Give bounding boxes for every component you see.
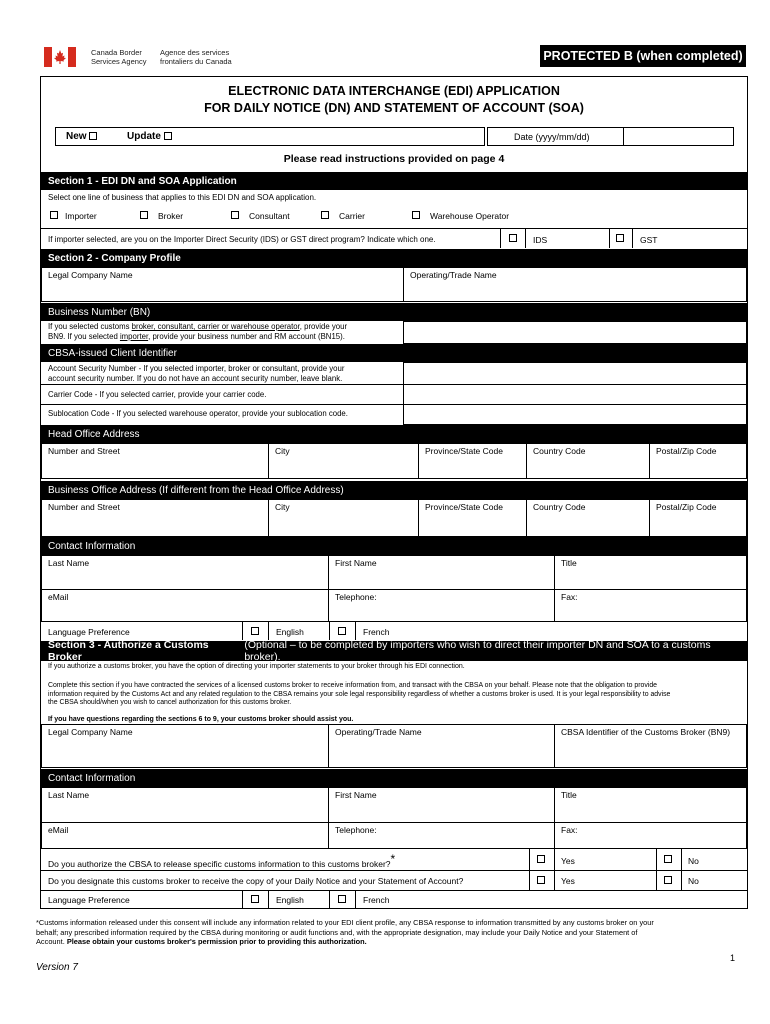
divider (268, 890, 269, 909)
postal-label: Postal/Zip Code (656, 502, 717, 512)
city-label: City (275, 446, 290, 456)
contact-title-field[interactable] (554, 555, 747, 590)
broker-email-label: eMail (48, 825, 69, 835)
designate-no-checkbox[interactable] (664, 876, 672, 884)
new-update-row (55, 127, 485, 146)
sublocation-code-input[interactable] (403, 404, 747, 425)
divider (500, 228, 501, 248)
english-label: English (276, 627, 304, 637)
english-checkbox[interactable] (251, 627, 259, 635)
section3-heading-rest: (Optional – to be completed by importers who wish to direct their importer DN and SOA to a customs broker). (244, 639, 711, 663)
section2-heading-text: Section 2 - Company Profile (48, 252, 181, 264)
account-security-input[interactable] (403, 362, 747, 385)
section3-paragraph (48, 682, 670, 708)
bn-text-underlined: importer (119, 331, 149, 341)
agency-name-fr (160, 48, 232, 66)
business-office-street-field[interactable] (41, 499, 269, 537)
french-checkbox[interactable] (338, 627, 346, 635)
head-office-heading (41, 425, 747, 443)
consultant-checkbox[interactable] (231, 211, 239, 219)
broker-contact-heading-text: Contact Information (48, 772, 136, 784)
account-security-line2: account security number. If you do not have an account security number, leave blank. (48, 373, 343, 383)
gst-label: GST (640, 235, 658, 245)
agency-name-en (91, 48, 146, 66)
contact-first-name-field[interactable] (328, 555, 555, 590)
operating-name-label: Operating/Trade Name (410, 270, 497, 280)
broker-fax-label: Fax: (561, 825, 578, 835)
authorize-yes-checkbox[interactable] (537, 855, 545, 863)
bn-instructions (48, 322, 347, 341)
head-office-street-field[interactable] (41, 443, 269, 479)
warehouse-operator-label: Warehouse Operator (430, 211, 510, 221)
country-label: Country Code (533, 502, 586, 512)
divider (355, 621, 356, 640)
last-name-label: Last Name (48, 558, 90, 568)
broker-email-field[interactable] (41, 822, 329, 849)
head-office-heading-text: Head Office Address (48, 428, 140, 440)
form-title-line1: ELECTRONIC DATA INTERCHANGE (EDI) APPLICATION (228, 84, 560, 98)
ids-label: IDS (533, 235, 548, 245)
bn-text-underlined: broker, consultant, carrier or warehouse operator (131, 322, 300, 331)
authorize-yes-label: Yes (561, 856, 575, 866)
broker-french-label: French (363, 895, 390, 905)
section3-heading (41, 641, 747, 661)
province-label: Province/State Code (425, 502, 503, 512)
head-office-province-field[interactable] (418, 443, 527, 479)
legal-company-name-label: Legal Company Name (48, 270, 133, 280)
head-office-postal-field[interactable] (649, 443, 747, 479)
broker-fax-field[interactable] (554, 822, 747, 849)
divider (268, 621, 269, 640)
bn-line1 (48, 322, 347, 332)
new-label: New (66, 131, 87, 142)
select-business-text: Select one line of business that applies to this EDI DN and SOA application. (48, 193, 317, 202)
street-label: Number and Street (48, 446, 120, 456)
agency-fr-line2: frontaliers du Canada (160, 57, 232, 66)
authorize-no-checkbox[interactable] (664, 855, 672, 863)
consultant-label: Consultant (249, 211, 290, 221)
email-label: eMail (48, 592, 69, 602)
bn-text: BN9. If you selected (48, 331, 120, 341)
broker-telephone-label: Telephone: (335, 825, 377, 835)
agency-en-line2: Services Agency (91, 57, 147, 66)
broker-english-label: English (276, 895, 304, 905)
section3-heading-bold: Section 3 - Authorize a Customs Broker (48, 639, 209, 663)
head-office-city-field[interactable] (268, 443, 419, 479)
bn-text: If you selected customs (48, 322, 132, 331)
carrier-checkbox[interactable] (321, 211, 329, 219)
street-label: Number and Street (48, 502, 120, 512)
page-number: 1 (730, 953, 736, 963)
legal-company-name-field[interactable] (41, 267, 404, 302)
importer-checkbox[interactable] (50, 211, 58, 219)
designate-yes-label: Yes (561, 876, 575, 886)
footnote-text: Account. (36, 937, 67, 946)
operating-name-field[interactable] (403, 267, 747, 302)
title-label: Title (561, 558, 577, 568)
read-instructions-note: Please read instructions provided on page 4 (283, 153, 505, 165)
footnote-bold: Please obtain your customs broker's permission prior to providing this authorization. (66, 937, 367, 946)
broker-title-field[interactable] (554, 787, 747, 823)
warehouse-operator-checkbox[interactable] (412, 211, 420, 219)
contact-telephone-field[interactable] (328, 589, 555, 622)
french-label: French (363, 627, 390, 637)
broker-contact-heading (41, 769, 747, 787)
divider (632, 228, 633, 248)
divider (242, 621, 243, 640)
version-label: Version 7 (36, 962, 78, 973)
divider (329, 890, 330, 909)
update-label: Update (127, 131, 161, 142)
broker-operating-name-label: Operating/Trade Name (335, 727, 422, 737)
divider (609, 228, 610, 248)
divider (41, 228, 747, 229)
divider (525, 228, 526, 248)
business-office-heading-text: Business Office Address (If different from the Head Office Address) (48, 484, 344, 496)
update-option[interactable] (127, 131, 172, 142)
contact-email-field[interactable] (41, 589, 329, 622)
broker-last-name-label: Last Name (48, 790, 90, 800)
carrier-code-text: Carrier Code - If you selected carrier, provide your carrier code. (48, 390, 267, 399)
divider (41, 870, 747, 871)
bn-text: , provide your (299, 322, 348, 331)
business-office-postal-field[interactable] (649, 499, 747, 537)
account-security-line1: Account Security Number - If you selected importer, broker or consultant, provide your (48, 364, 345, 373)
postal-label: Postal/Zip Code (656, 446, 717, 456)
new-checkbox[interactable] (89, 132, 97, 140)
account-security-text (48, 364, 344, 383)
broker-french-checkbox[interactable] (338, 895, 346, 903)
carrier-code-input[interactable] (403, 384, 747, 405)
head-office-country-field[interactable] (526, 443, 650, 479)
broker-legal-name-field[interactable] (41, 724, 329, 768)
designate-yes-checkbox[interactable] (537, 876, 545, 884)
broker-telephone-field[interactable] (328, 822, 555, 849)
contact-heading-text: Contact Information (48, 540, 136, 552)
bn-input[interactable] (403, 321, 747, 344)
section3-questions-note: If you have questions regarding the sections 6 to 9, your customs broker should assist you. (48, 716, 354, 723)
bn-line2 (48, 332, 347, 342)
section3-intro: If you authorize a customs broker, you have the option of directing your importer statements to your broker through his EDI connection. (48, 663, 465, 670)
bn-text: , provide your business number and RM account (BN15). (148, 331, 345, 341)
language-preference-label: Language Preference (48, 627, 130, 637)
footnote-line1: *Customs information released under this consent will include any information related to your EDI client profile, any CBSA response to information transmitted by any customs broker on your (36, 918, 654, 927)
date-input[interactable] (623, 127, 734, 146)
broker-cbsa-id-field[interactable] (554, 724, 747, 768)
divider (329, 621, 330, 640)
fax-label: Fax: (561, 592, 578, 602)
carrier-label: Carrier (339, 211, 365, 221)
gst-checkbox[interactable] (616, 234, 624, 242)
cbsa-client-heading-text: CBSA-issued Client Identifier (48, 347, 177, 359)
broker-operating-name-field[interactable] (328, 724, 555, 768)
cbsa-client-heading (41, 344, 747, 362)
section1-heading-text: Section 1 - EDI DN and SOA Application (48, 175, 237, 187)
section3-para-line1: Complete this section if you have contracted the services of a licensed customs broker to receive information from, and transact with the CBSA on your behalf. Please note that the obligation to provide (48, 682, 658, 689)
canada-flag-icon (44, 47, 76, 67)
update-checkbox[interactable] (164, 132, 172, 140)
province-label: Province/State Code (425, 446, 503, 456)
footnote-line2: behalf; any prescribed information required by the CBSA during monitoring or audit functions and, with the appropriate designation, may include your Daily Notice and your Statement of (36, 927, 638, 937)
ids-question: If importer selected, are you on the Importer Direct Security (IDS) or GST direct program? Indicate which one. (48, 235, 436, 244)
authorize-no-label: No (688, 856, 699, 866)
broker-first-name-label: First Name (335, 790, 377, 800)
divider (41, 621, 747, 622)
business-office-city-field[interactable] (268, 499, 419, 537)
broker-legal-name-label: Legal Company Name (48, 727, 133, 737)
section2-heading (41, 249, 747, 267)
business-office-country-field[interactable] (526, 499, 650, 537)
broker-label: Broker (158, 211, 184, 221)
divider (41, 384, 404, 385)
city-label: City (275, 502, 290, 512)
section3-para-line2: information required by the Customs Act and any related regulation to the CBSA remains your sole legal responsibility regardless of whether a customs broker is used. It is your legal responsibility to advise (48, 690, 671, 698)
ids-checkbox[interactable] (509, 234, 517, 242)
protected-b-banner: PROTECTED B (when completed) (540, 45, 746, 67)
section3-para-line3: the CBSA should/when you wish to cancel authorization for this customs broker. (48, 699, 292, 706)
contact-last-name-field[interactable] (41, 555, 329, 590)
section1-heading (41, 172, 747, 190)
contact-heading (41, 537, 747, 555)
broker-english-checkbox[interactable] (251, 895, 259, 903)
divider (41, 890, 747, 891)
first-name-label: First Name (335, 558, 377, 568)
broker-first-name-field[interactable] (328, 787, 555, 823)
bn-heading (41, 303, 747, 321)
sublocation-code-text: Sublocation Code - If you selected warehouse operator, provide your sublocation code. (48, 409, 348, 418)
bn-heading-text: Business Number (BN) (48, 306, 151, 318)
contact-fax-field[interactable] (554, 589, 747, 622)
broker-checkbox[interactable] (140, 211, 148, 219)
broker-language-label: Language Preference (48, 895, 130, 905)
telephone-label: Telephone: (335, 592, 377, 602)
asterisk-mark: * (390, 852, 396, 866)
importer-label: Importer (65, 211, 97, 221)
agency-en-line1: Canada Border (91, 48, 142, 57)
date-label-cell: Date (yyyy/mm/dd) (487, 127, 624, 146)
designate-question: Do you designate this customs broker to receive the copy of your Daily Notice and your Statement of Account? (48, 876, 464, 886)
business-office-province-field[interactable] (418, 499, 527, 537)
broker-last-name-field[interactable] (41, 787, 329, 823)
authorize-question-text: Do you authorize the CBSA to release specific customs information to this customs broker? (48, 859, 391, 869)
form-title-line2: FOR DAILY NOTICE (DN) AND STATEMENT OF ACCOUNT (SOA) (204, 101, 584, 115)
divider (355, 890, 356, 909)
divider (242, 890, 243, 909)
country-label: Country Code (533, 446, 586, 456)
divider (41, 404, 404, 405)
footnote-line3 (36, 937, 748, 947)
broker-title-label: Title (561, 790, 577, 800)
broker-cbsa-id-label: CBSA Identifier of the Customs Broker (BN9) (561, 727, 731, 737)
consent-footnote (36, 918, 748, 947)
authorize-question (48, 852, 396, 870)
agency-fr-line1: Agence des services (160, 48, 230, 57)
new-option[interactable] (66, 131, 97, 142)
business-office-heading (41, 481, 747, 499)
designate-no-label: No (688, 876, 699, 886)
